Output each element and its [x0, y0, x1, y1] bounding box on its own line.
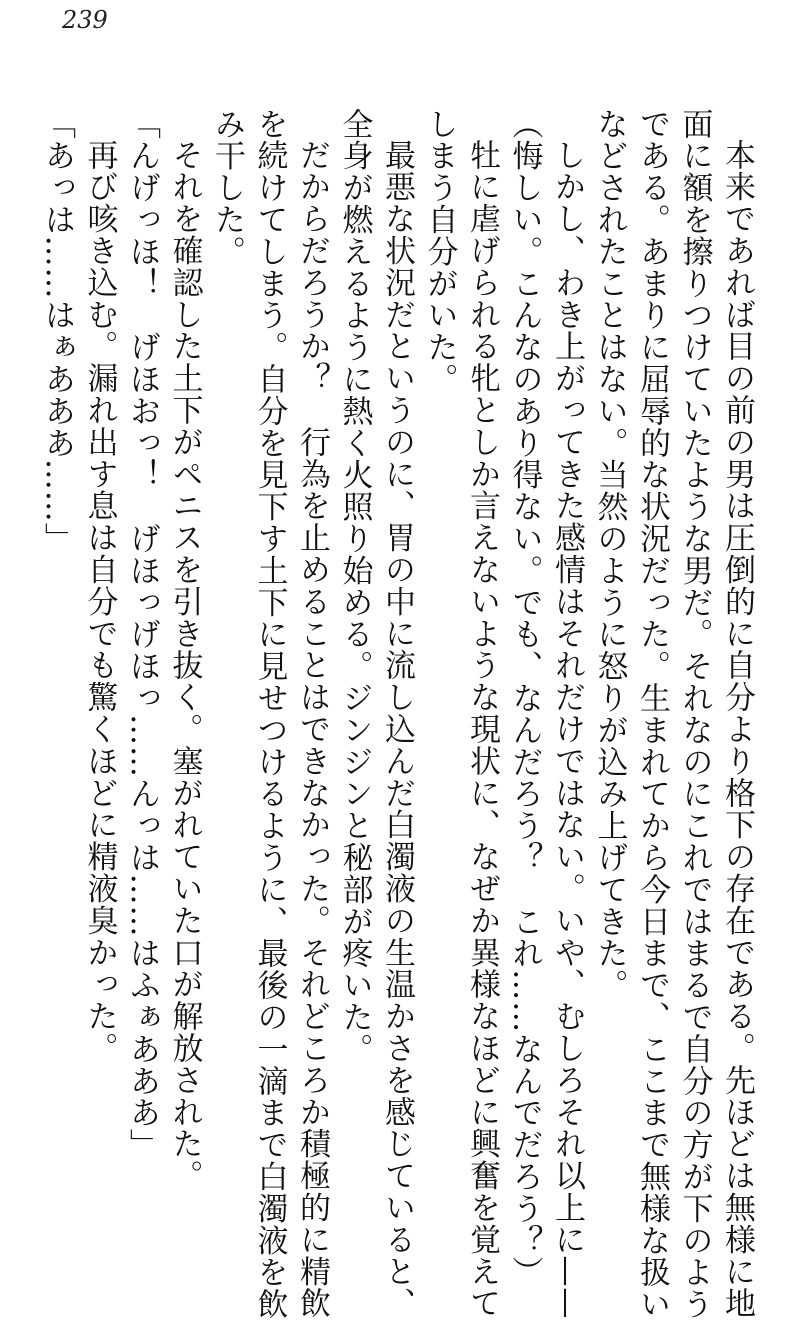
text-column: などされたことはない。当然のように怒りが込み上げてきた。 — [591, 108, 628, 1002]
text-column: 全身が燃えるように熱く火照り始める。ジンジンと秘部が疼いた。 — [336, 108, 373, 1065]
text-column: 「あっは……はぁあああ……」 — [39, 108, 75, 555]
text-column: 最悪な状況だというのに、胃の中に流し込んだ白濁液の生温かさを感じていると、 — [379, 139, 415, 1320]
text-column: である。あまりに屈辱的な状況だった。生まれてから今日まで、ここまで無様な扱い — [634, 108, 670, 1320]
text-column: だからだろうか？ 行為を止めることはできなかった。それどころか積極的に精飲 — [294, 139, 330, 1320]
text-column: 本来であれば目の前の男は圧倒的に自分より格下の存在である。先ほどは無様に地 — [719, 139, 755, 1320]
page-number: 239 — [62, 6, 108, 34]
text-column: 「んげっほ！ げほおっ！ げほっげほっ……んっは……はふぁあああ」 — [124, 108, 160, 1161]
text-column: （悔しい。こんなのあり得ない。でも、なんだろう？ これ……なんでだろう？） — [506, 108, 543, 1289]
text-column: を続けてしまう。自分を見下す土下に見せつけるように、最後の一滴まで白濁液を飲 — [251, 108, 288, 1320]
body-text — [36, 108, 759, 1320]
text-column: 牡に虐げられる牝としか言えないような現状に、なぜか異様なほどに興奮を覚えて — [464, 139, 500, 1320]
text-column: み干した。 — [209, 108, 245, 268]
text-column: 面に額を擦りつけていたような男だ。それなのにこれではまるで自分の方が下のよう — [676, 108, 713, 1320]
text-column: しまう自分がいた。 — [421, 108, 458, 396]
text-column: 再び咳き込む。漏れ出す息は自分でも驚くほどに精液臭かった。 — [81, 139, 118, 1065]
text-column: しかし、わき上がってきた感情はそれだけではない。いや、むしろそれ以上に—— — [549, 139, 585, 1320]
text-column: それを確認した土下がペニスを引き抜く。塞がれていた口が解放された。 — [166, 139, 203, 1192]
